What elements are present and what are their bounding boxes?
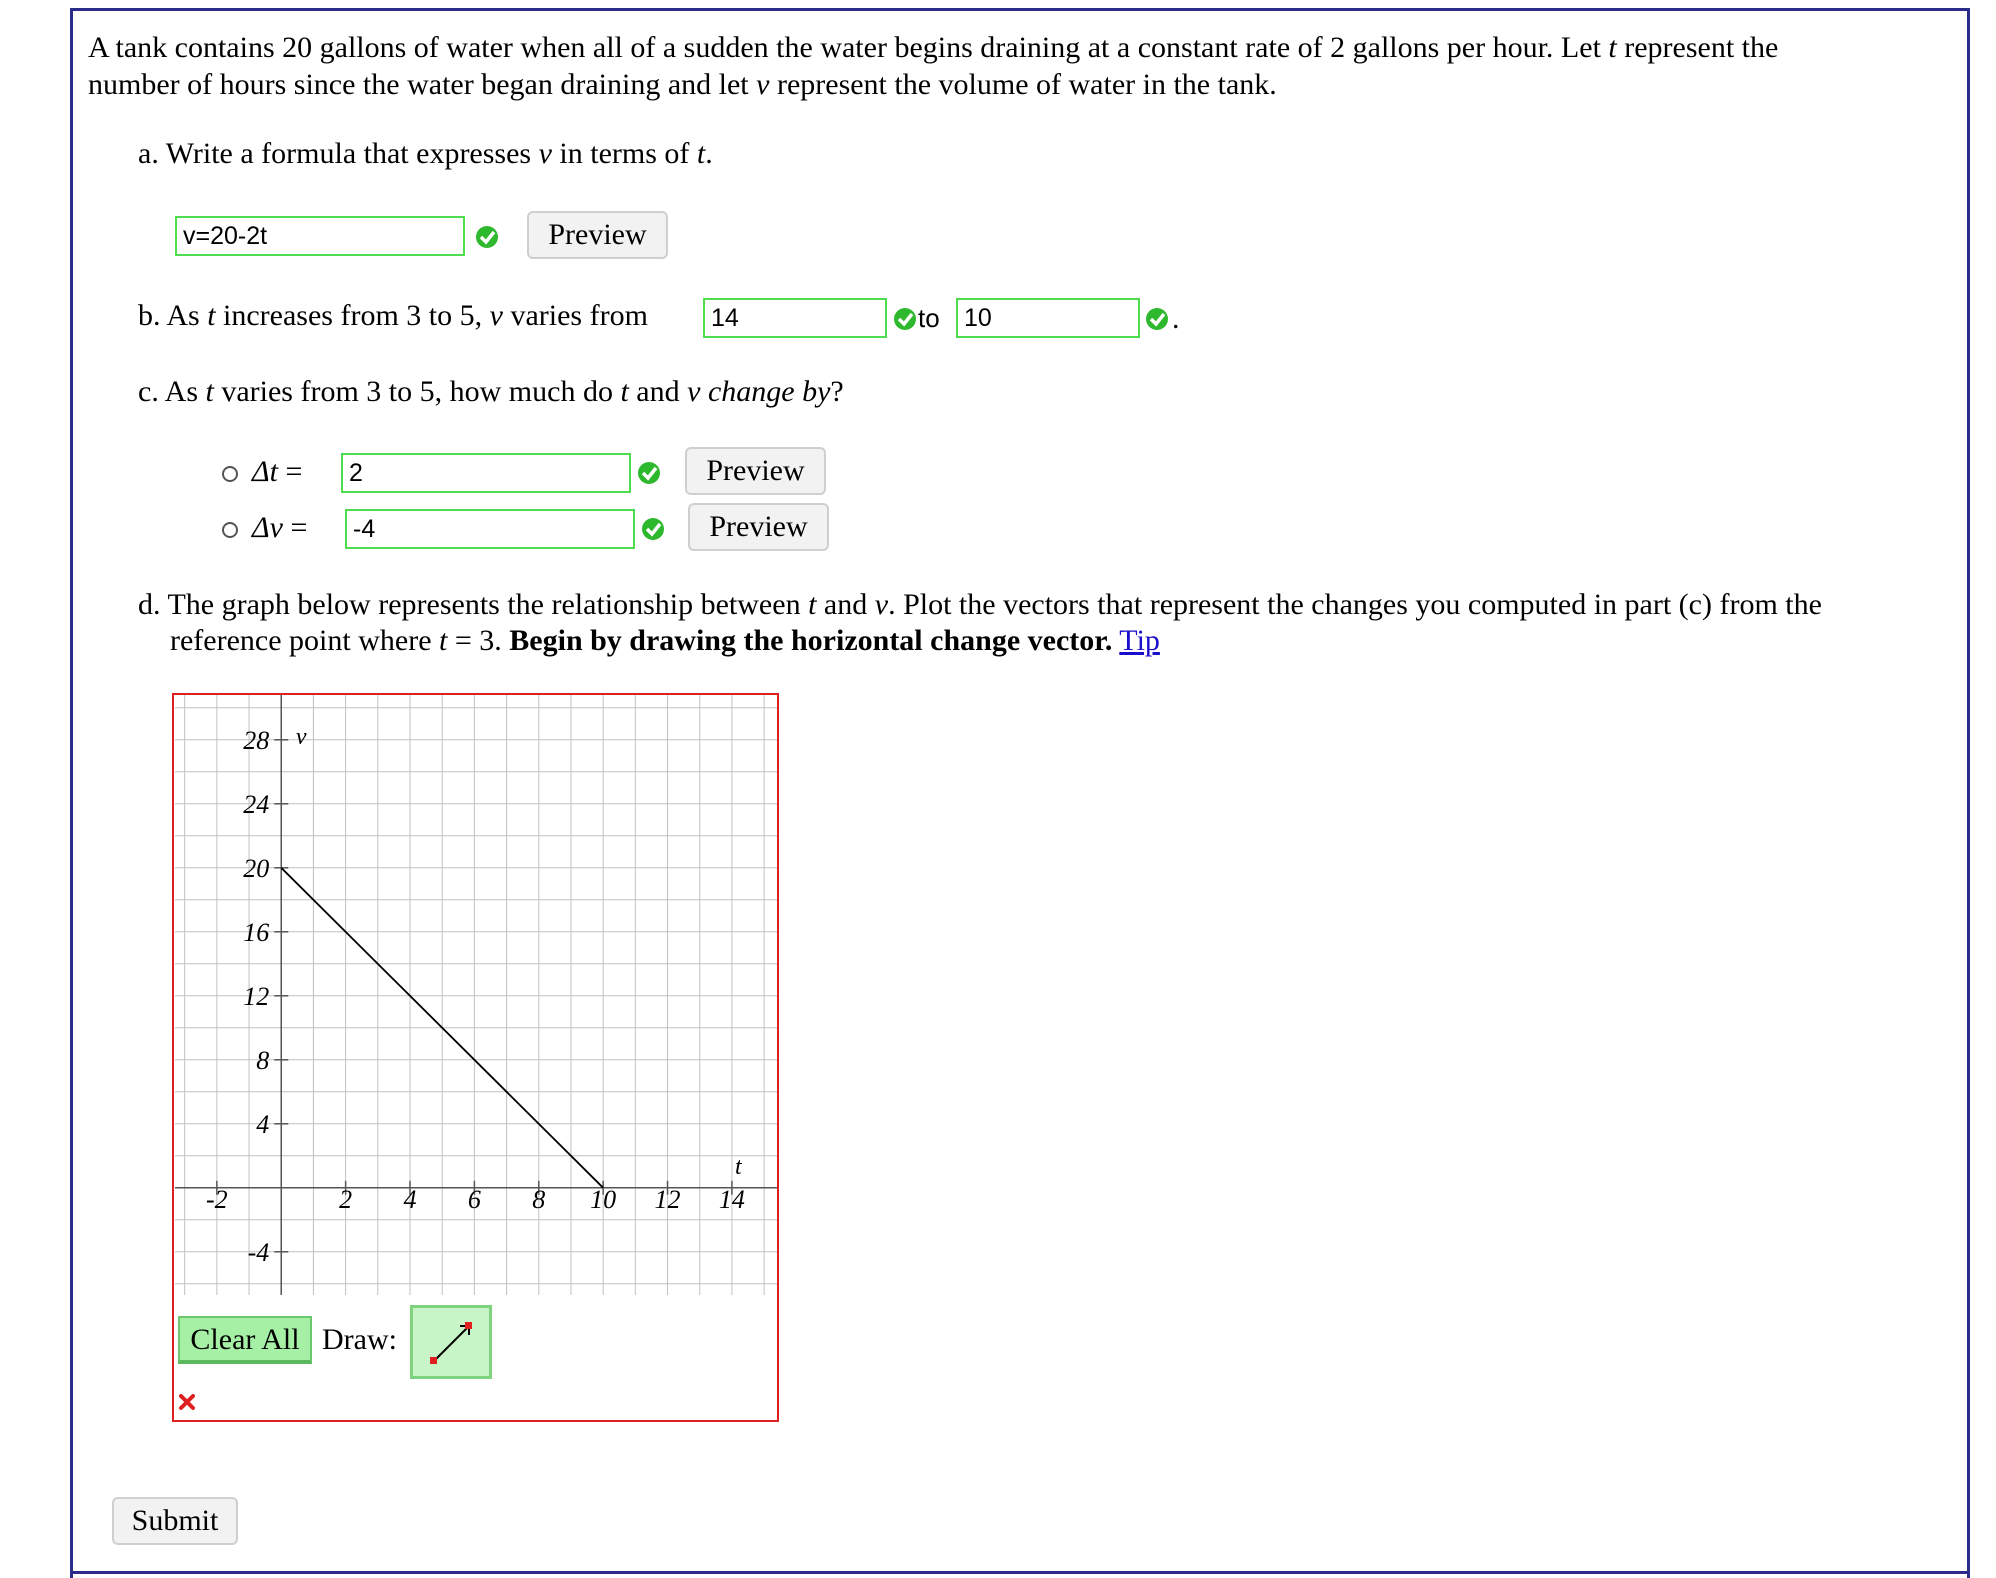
v-to-input[interactable]: 10 xyxy=(956,298,1140,338)
x-tick-label: -2 xyxy=(206,1184,228,1214)
y-tick-label: 8 xyxy=(256,1045,270,1075)
tip-link[interactable]: Tip xyxy=(1119,624,1160,657)
x-tick-label: 12 xyxy=(654,1184,681,1214)
y-tick-label: 28 xyxy=(243,725,270,755)
check-icon xyxy=(890,306,920,332)
to-label: to xyxy=(918,303,940,333)
vector-tool-button[interactable] xyxy=(410,1305,492,1379)
list-bullet xyxy=(222,522,238,538)
x-tick-label: 10 xyxy=(590,1184,617,1214)
v-from-input[interactable]: 14 xyxy=(703,298,887,338)
y-tick-label: 16 xyxy=(243,917,270,947)
y-tick-label: 24 xyxy=(243,789,270,819)
incorrect-x-icon xyxy=(177,1392,197,1412)
y-tick-label: 4 xyxy=(256,1109,270,1139)
preview-button-delta-t[interactable]: Preview xyxy=(685,447,826,495)
graph-canvas[interactable] xyxy=(175,695,777,1295)
frame-bottom-border xyxy=(70,1571,1970,1574)
check-icon xyxy=(1142,306,1172,332)
part-d-prompt-line2: reference point where t = 3. Begin by drawing the horizontal change vector. Tip xyxy=(170,624,1160,657)
x-tick-label: 4 xyxy=(403,1184,417,1214)
period: . xyxy=(1172,302,1180,335)
part-b-prompt: b. As t increases from 3 to 5, v varies from xyxy=(138,299,648,332)
part-c-prompt: c. As t varies from 3 to 5, how much do t and v change by? xyxy=(138,375,844,408)
preview-button-a[interactable]: Preview xyxy=(527,211,668,259)
x-tick-label: 6 xyxy=(467,1184,481,1214)
t-axis-label: t xyxy=(735,1153,742,1180)
check-icon xyxy=(634,460,664,486)
problem-intro-line2: number of hours since the water began draining and let v represent the volume of water in the tank. xyxy=(88,68,1277,101)
list-bullet xyxy=(222,466,238,482)
x-tick-label: 2 xyxy=(339,1184,353,1214)
part-a-prompt: a. Write a formula that expresses v in terms of t. xyxy=(138,137,713,170)
delta-v-input[interactable]: -4 xyxy=(345,509,635,549)
formula-input[interactable]: v=20-2t xyxy=(175,216,465,256)
delta-t-input[interactable]: 2 xyxy=(341,453,631,493)
draw-label: Draw: xyxy=(322,1323,397,1356)
delta-v-label: Δv = xyxy=(252,511,308,544)
part-d-prompt-line1: d. The graph below represents the relationship between t and v. Plot the vectors that represent the changes you computed in part (c) from the xyxy=(138,588,1822,621)
preview-button-delta-v[interactable]: Preview xyxy=(688,503,829,551)
submit-button[interactable]: Submit xyxy=(112,1497,238,1545)
y-tick-label: 20 xyxy=(243,853,270,883)
problem-intro-line1: A tank contains 20 gallons of water when all of a sudden the water begins draining at a constant rate of 2 gallons per hour. Let t represent the xyxy=(88,31,1779,64)
x-tick-label: 8 xyxy=(532,1184,546,1214)
y-tick-label: 12 xyxy=(243,981,270,1011)
delta-t-label: Δt = xyxy=(252,455,303,488)
check-icon xyxy=(638,516,668,542)
v-axis-label: v xyxy=(295,723,307,750)
x-tick-label: 14 xyxy=(718,1184,745,1214)
check-icon xyxy=(472,224,502,250)
clear-all-button[interactable]: Clear All xyxy=(178,1316,312,1364)
y-tick-label: -4 xyxy=(247,1237,270,1267)
vector-tool-icon xyxy=(413,1308,489,1376)
